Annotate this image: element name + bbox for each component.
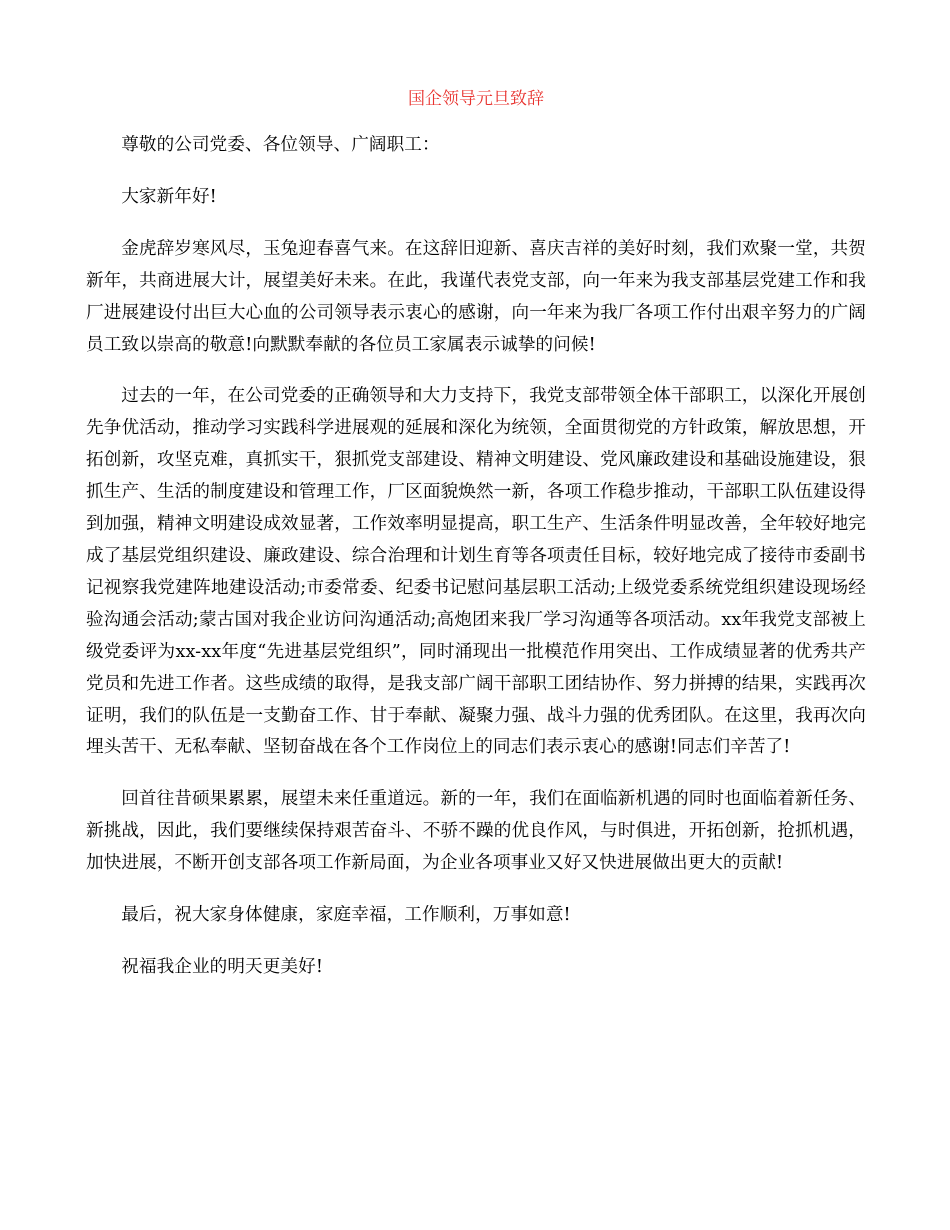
paragraph-outlook: 回首往昔硕果累累，展望未来任重道远。新的一年，我们在面临新机遇的同时也面临着新任务、新挑战，因此，我们要继续保持艰苦奋斗、不骄不躁的优良作风，与时俱进，开拓创新，抢抓机遇，加快进展，不断开创支部各项工作新局面，为企业各项事业又好又快进展做出更大的贡献!: [86, 789, 866, 874]
paragraph-intro: 金虎辞岁寒风尽，玉兔迎春喜气来。在这辞旧迎新、喜庆吉祥的美好时刻，我们欢聚一堂，共贺新年，共商进展大计，展望美好未来。在此，我谨代表党支部，向一年来为我支部基层党建工作和我厂进展建设付出巨大心血的公司领导表示衷心的感谢，向一年来为我厂各项工作付出艰辛努力的广阔员工致以崇高的敬意!向默默奉献的各位员工家属表示诚挚的问候!: [86, 238, 866, 355]
paragraph-wishes: 最后，祝大家身体健康，家庭幸福，工作顺利，万事如意!: [121, 905, 571, 926]
paragraph-review: 过去的一年，在公司党委的正确领导和大力支持下，我党支部带领全体干部职工，以深化开展创先争优活动，推动学习实践科学进展观的延展和深化为统领，全面贯彻党的方针政策，解放思想，开拓创新，攻坚克难，真抓实干，狠抓党支部建设、精神文明建设、党风廉政建设和基础设施建设，狠抓生产、生活的制度建设和管理工作，厂区面貌焕然一新，各项工作稳步推动，干部职工队伍建设得到加强，精神文明建设成效显著，工作效率明显提高，职工生产、生活条件明显改善，全年较好地完成了基层党组织建设、廉政建设、综合治理和计划生育等各项责任目标，较好地完成了接待市委副书记视察我党建阵地建设活动;市委常委、纪委书记慰问基层职工活动;上级党委系统党组织建设现场经验沟通会活动;蒙古国对我企业访问沟通活动;高炮团来我厂学习沟通等各项活动。xx年我党支部被上级党委评为xx-xx年度“先进基层党组织”，同时涌现出一批模范作用突出、工作成绩显著的优秀共产党员和先进工作者。这些成绩的取得，是我支部广阔干部职工团结协作、努力拼搏的结果，实践再次证明，我们的队伍是一支勤奋工作、甘于奉献、凝聚力强、战斗力强的优秀团队。在这里，我再次向埋头苦干、无私奉献、坚韧奋战在各个工作岗位上的同志们表示衷心的感谢!同志们辛苦了!: [86, 386, 866, 758]
greeting: 大家新年好!: [121, 186, 217, 207]
document-title: 国企领导元旦致辞: [408, 89, 544, 109]
paragraph-closing: 祝福我企业的明天更美好!: [121, 956, 323, 977]
document-body: [86, 84, 866, 1004]
salutation: 尊敬的公司党委、各位领导、广阔职工：: [121, 135, 440, 155]
